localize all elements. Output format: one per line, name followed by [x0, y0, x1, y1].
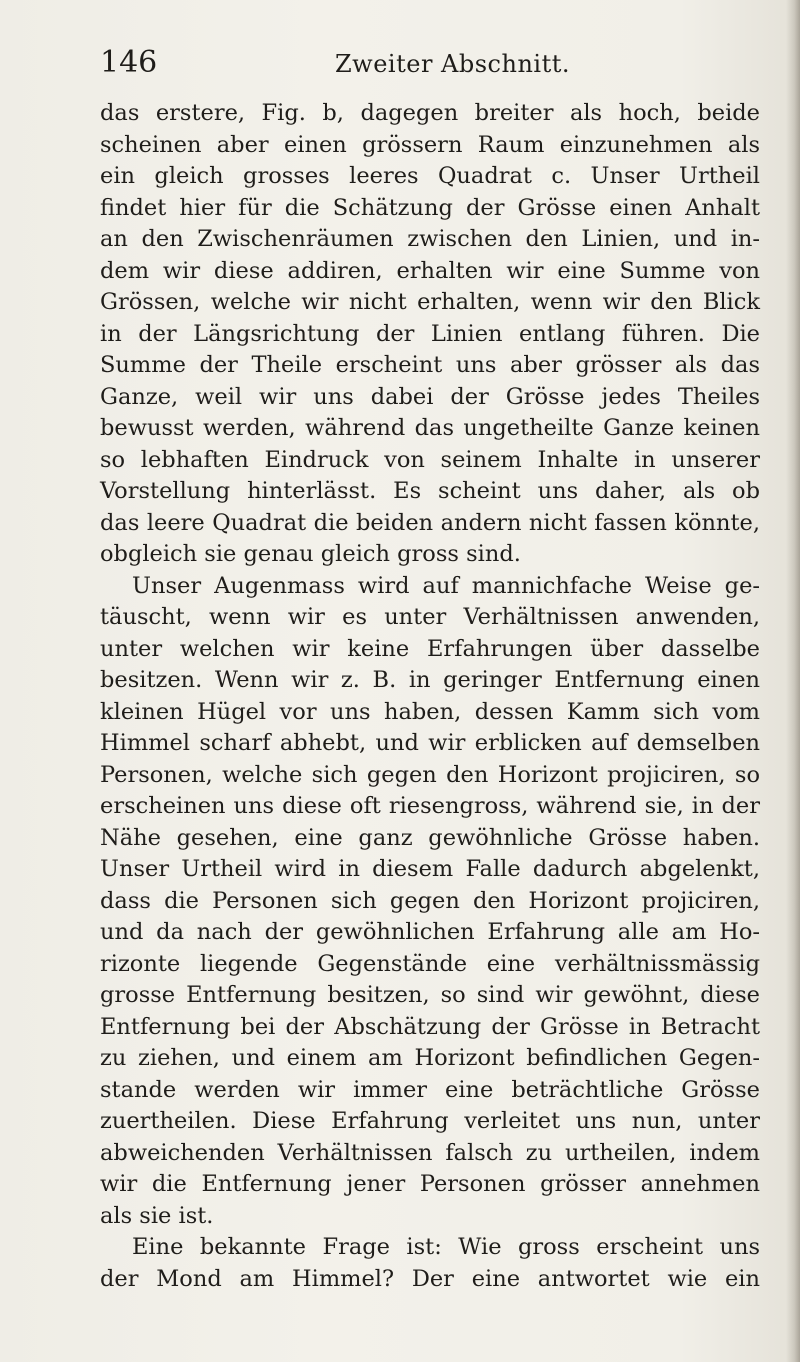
text-line: findet hier für die Schätzung der Grösse einen Anhalt — [100, 194, 760, 221]
text-line: abweichenden Verhältnissen falsch zu urtheilen, indem — [100, 1139, 760, 1166]
text-line: dem wir diese addiren, erhalten wir eine Summe von — [100, 257, 760, 284]
running-head: Zweiter Abschnitt. — [335, 50, 571, 78]
text-line: wir die Entfernung jener Personen grösser annehmen — [100, 1171, 760, 1197]
text-line: stande werden wir immer eine beträchtliche Grösse — [100, 1076, 760, 1103]
text-line: erscheinen uns diese oft riesengross, während sie, in der — [100, 793, 760, 819]
text-line: das leere Quadrat die beiden andern nicht fassen könnte, — [100, 509, 760, 536]
text-line: Entfernung bei der Abschätzung der Grösse in Betracht — [100, 1013, 760, 1040]
text-line: Summe der Theile erscheint uns aber grösser als das — [100, 352, 760, 378]
page-edge-shadow — [786, 0, 800, 1362]
text-line: bewusst werden, während das ungetheilte Ganze keinen — [100, 415, 760, 441]
page-header — [100, 44, 750, 84]
text-line: ein gleich grosses leeres Quadrat c. Unser Urtheil — [100, 163, 760, 189]
text-line: dass die Personen sich gegen den Horizont projiciren, — [100, 887, 760, 914]
text-line: unter welchen wir keine Erfahrungen über dasselbe — [100, 635, 760, 662]
text-line: obgleich sie genau gleich gross sind. — [100, 541, 521, 567]
text-line: zu ziehen, und einem am Horizont befindlichen Gegen- — [100, 1045, 760, 1071]
text-line: scheinen aber einen grössern Raum einzunehmen als — [100, 131, 760, 158]
page-number: 146 — [100, 45, 158, 80]
text-line: Ganze, weil wir uns dabei der Grösse jedes Theiles — [100, 383, 760, 410]
text-line: das erstere, Fig. b, dagegen breiter als hoch, beide — [100, 100, 760, 126]
text-line: rizonte liegende Gegenstände eine verhältnissmässig — [100, 950, 760, 977]
text-line: in der Längsrichtung der Linien entlang führen. Die — [100, 320, 760, 347]
text-line: Himmel scharf abhebt, und wir erblicken auf demselben — [100, 730, 760, 756]
text-line: Grössen, welche wir nicht erhalten, wenn wir den Blick — [100, 289, 760, 315]
text-line: täuscht, wenn wir es unter Verhältnissen anwenden, — [100, 604, 760, 630]
text-line: besitzen. Wenn wir z. B. in geringer Entfernung einen — [100, 667, 760, 693]
text-line: so lebhaften Eindruck von seinem Inhalte in unserer — [100, 446, 760, 473]
text-line: Nähe gesehen, eine ganz gewöhnliche Grösse haben. — [100, 824, 760, 851]
text-line: und da nach der gewöhnlichen Erfahrung alle am Ho- — [100, 919, 760, 945]
text-line: an den Zwischenräumen zwischen den Linien, und in- — [100, 226, 760, 252]
text-line: Unser Augenmass wird auf mannichfache Weise ge- — [132, 572, 760, 599]
text-line: Eine bekannte Frage ist: Wie gross erscheint uns — [132, 1234, 760, 1260]
text-line: kleinen Hügel vor uns haben, dessen Kamm sich vom — [100, 698, 760, 725]
body-text — [100, 98, 760, 1295]
text-line: zuertheilen. Diese Erfahrung verleitet uns nun, unter — [100, 1108, 760, 1134]
text-line: grosse Entfernung besitzen, so sind wir gewöhnt, diese — [100, 982, 760, 1008]
text-line: Personen, welche sich gegen den Horizont projiciren, so — [100, 761, 760, 788]
text-line: als sie ist. — [100, 1202, 214, 1229]
text-line: Unser Urtheil wird in diesem Falle dadurch abgelenkt, — [100, 856, 760, 882]
text-line: der Mond am Himmel? Der eine antwortet wie ein — [100, 1265, 760, 1292]
text-line: Vorstellung hinterlässt. Es scheint uns daher, als ob — [100, 478, 760, 504]
